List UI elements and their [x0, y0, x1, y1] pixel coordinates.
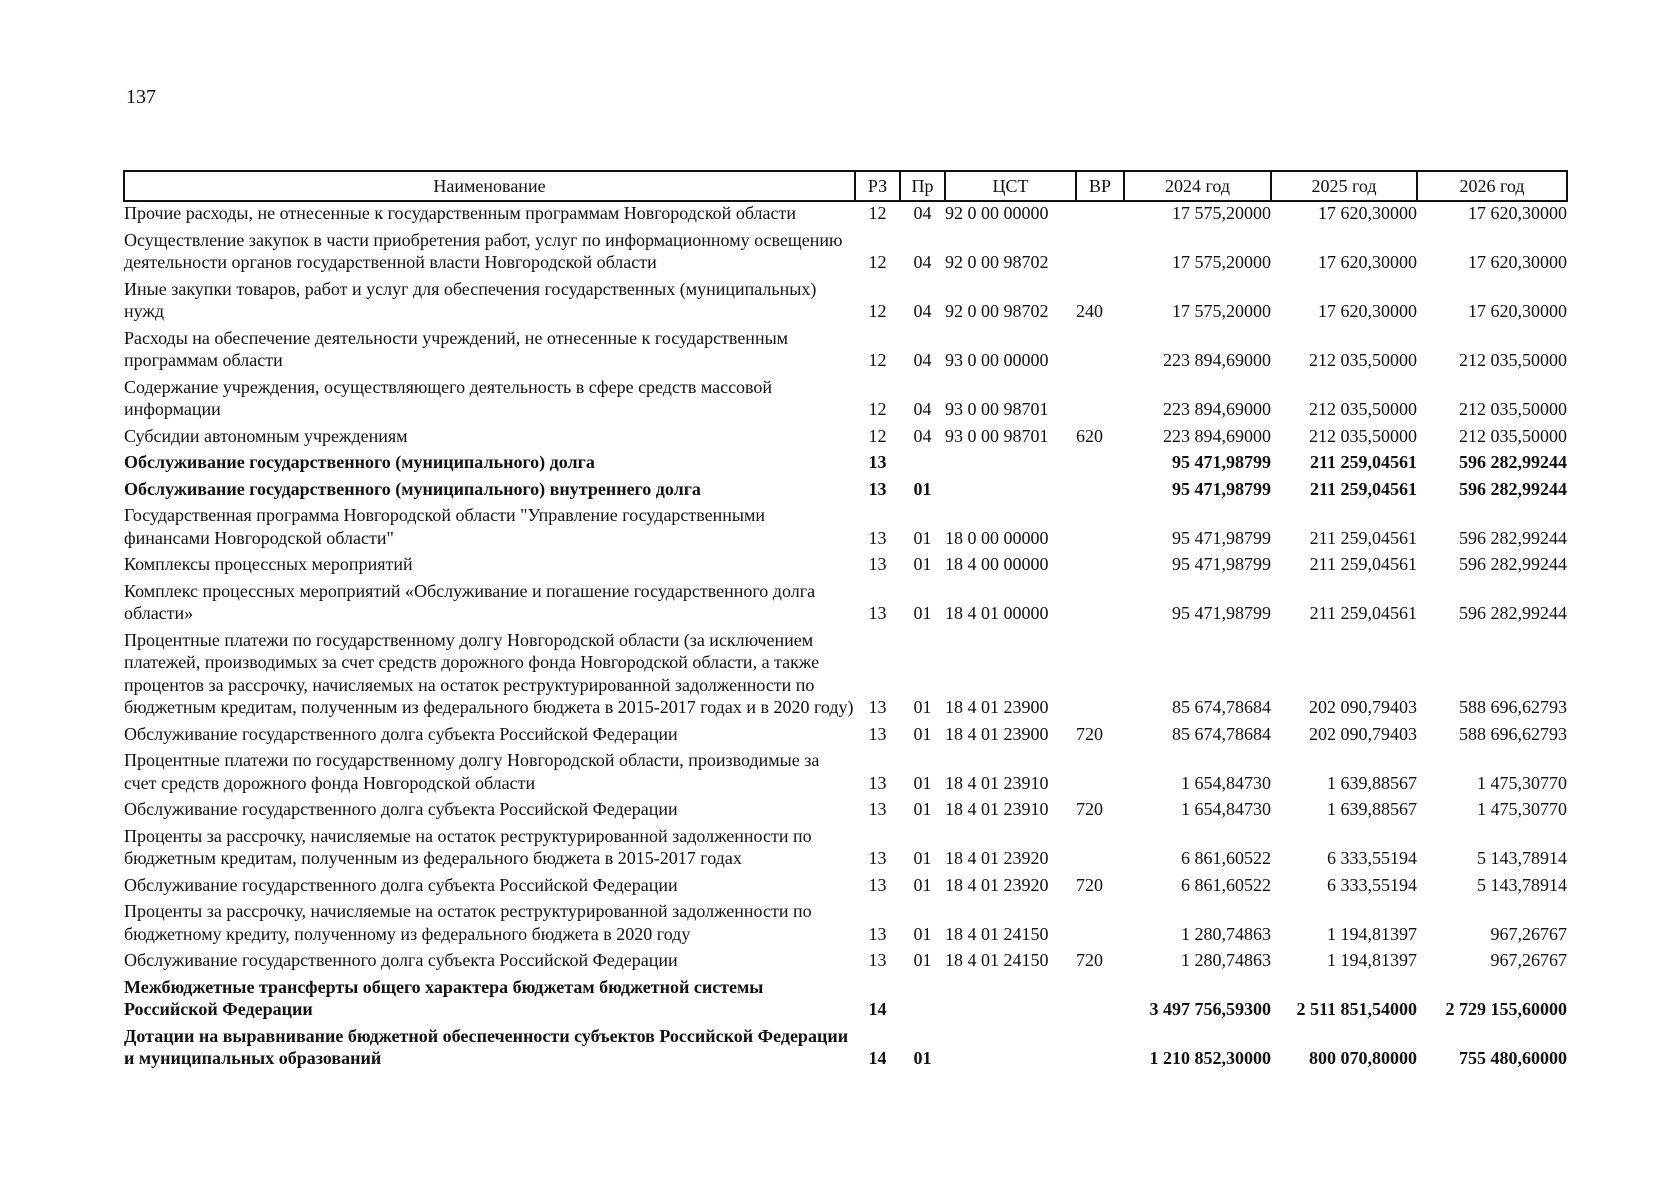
- cell-cst: 93 0 00 00000: [945, 350, 1049, 370]
- cell-vr: 620: [1076, 425, 1103, 446]
- header-cst: ЦСТ: [945, 171, 1076, 201]
- cell-pr: 01: [913, 478, 932, 499]
- cell-pr: 01: [913, 723, 932, 744]
- cell-2025: 6 333,55194: [1327, 848, 1417, 868]
- cell-2024: 95 471,98799: [1172, 603, 1271, 623]
- cell-pr: 01: [913, 950, 932, 970]
- cell-2026: 596 282,99244: [1459, 603, 1567, 623]
- cell-vr: [1076, 900, 1124, 949]
- cell-vr: [1076, 327, 1124, 376]
- cell-vr: [1076, 629, 1124, 723]
- table-row: [124, 478, 1567, 505]
- cell-cst: [945, 451, 1076, 478]
- cell-cst: 18 4 01 24150: [945, 923, 1049, 944]
- cell-2026: 1 475,30770: [1477, 799, 1567, 819]
- cell-pr: 01: [913, 1048, 932, 1068]
- cell-2025: 1 194,81397: [1327, 950, 1417, 970]
- cell-rz: 14: [868, 1048, 887, 1068]
- cell-2024: 95 471,98799: [1172, 478, 1271, 499]
- cell-name: Проценты за рассрочку, начисляемые на остаток реструктурированной задолженности по бюджетным кредитам, полученным из федерального бюджета в 2015-2017 годах: [124, 825, 812, 868]
- cell-rz: 12: [868, 399, 887, 419]
- cell-pr: [900, 976, 945, 1025]
- cell-pr: 01: [913, 772, 932, 793]
- cell-rz: 13: [868, 452, 887, 472]
- cell-2026: 212 035,50000: [1459, 399, 1567, 419]
- cell-2025: 800 070,80000: [1309, 1048, 1417, 1068]
- cell-2026: 5 143,78914: [1477, 848, 1567, 868]
- cell-pr: 04: [913, 350, 932, 370]
- cell-name: Обслуживание государственного (муниципального) долга: [124, 452, 595, 472]
- page-number: 137: [126, 86, 156, 108]
- cell-vr: [1076, 976, 1124, 1025]
- cell-vr: [1076, 553, 1124, 580]
- cell-pr: 04: [913, 301, 932, 321]
- cell-name: Процентные платежи по государственному долгу Новгородской области, производимые за счет средств дорожного фонда Новгородской области: [124, 750, 820, 793]
- cell-cst: 18 4 01 23920: [945, 874, 1049, 895]
- cell-pr: 01: [913, 603, 932, 623]
- cell-2025: 1 639,88567: [1327, 799, 1417, 819]
- cell-2025: 212 035,50000: [1309, 399, 1417, 419]
- cell-name: Обслуживание государственного долга субъекта Российской Федерации: [124, 950, 678, 970]
- cell-cst: 93 0 00 98701: [945, 425, 1049, 446]
- cell-2024: 85 674,78684: [1172, 723, 1271, 744]
- cell-2026: 596 282,99244: [1459, 527, 1567, 548]
- header-2025: 2025 год: [1271, 171, 1417, 201]
- cell-2024: 1 210 852,30000: [1149, 1048, 1271, 1068]
- header-vr: ВР: [1076, 171, 1124, 201]
- cell-2026: 596 282,99244: [1459, 554, 1567, 574]
- cell-vr: 720: [1076, 874, 1103, 895]
- table-header-row: [124, 171, 1567, 201]
- cell-vr: 720: [1076, 950, 1103, 970]
- table-row: [124, 553, 1567, 580]
- cell-cst: 18 4 01 23910: [945, 772, 1049, 793]
- cell-2025: 212 035,50000: [1309, 350, 1417, 370]
- cell-2024: 1 654,84730: [1181, 772, 1271, 793]
- table-row: [124, 327, 1567, 376]
- cell-rz: 14: [868, 999, 887, 1019]
- cell-name: Обслуживание государственного долга субъекта Российской Федерации: [124, 874, 678, 895]
- cell-2025: 202 090,79403: [1309, 723, 1417, 744]
- cell-cst: 18 4 01 00000: [945, 603, 1049, 623]
- cell-2024: 95 471,98799: [1172, 452, 1271, 472]
- cell-name: Иные закупки товаров, работ и услуг для обеспечения государственных (муниципальных) нужд: [124, 278, 817, 321]
- cell-2024: 223 894,69000: [1163, 399, 1271, 419]
- cell-vr: 240: [1076, 301, 1103, 321]
- cell-2026: 967,26767: [1490, 950, 1567, 970]
- cell-name: Содержание учреждения, осуществляющего деятельность в сфере средств массовой информации: [124, 376, 773, 419]
- cell-2026: 588 696,62793: [1459, 697, 1567, 717]
- header-2024: 2024 год: [1124, 171, 1271, 201]
- table-row: [124, 376, 1567, 425]
- cell-vr: [1076, 825, 1124, 874]
- cell-vr: [1076, 229, 1124, 278]
- cell-2026: 17 620,30000: [1468, 301, 1567, 321]
- cell-2025: 211 259,04561: [1309, 527, 1417, 548]
- cell-cst: 18 4 01 24150: [945, 950, 1049, 970]
- cell-2026: 755 480,60000: [1459, 1048, 1567, 1068]
- cell-cst: [945, 1025, 1076, 1074]
- cell-2025: 17 620,30000: [1318, 203, 1417, 223]
- cell-2026: 2 729 155,60000: [1445, 999, 1567, 1019]
- budget-table: [123, 170, 1568, 1074]
- cell-2024: 223 894,69000: [1163, 350, 1271, 370]
- table-row: [124, 580, 1567, 629]
- table-row: [124, 1025, 1567, 1074]
- cell-vr: [1076, 478, 1124, 505]
- cell-vr: 720: [1076, 799, 1103, 819]
- cell-name: Обслуживание государственного (муниципального) внутреннего долга: [124, 478, 701, 499]
- table-row: [124, 825, 1567, 874]
- table-row: [124, 629, 1567, 723]
- cell-pr: 01: [913, 799, 932, 819]
- cell-name: Обслуживание государственного долга субъекта Российской Федерации: [124, 799, 678, 819]
- cell-cst: 18 4 01 23910: [945, 799, 1049, 819]
- table-row: [124, 798, 1567, 825]
- cell-pr: 04: [913, 425, 932, 446]
- cell-name: Процентные платежи по государственному долгу Новгородской области (за исключением платежей, производимых за счет средств дорожного фонда Новгородской области, а также процентов за рассрочку, начисляемых на остаток реструктурированной задолженности по бюджетным кредитам, полученным из федерального бюджета в 2015-2017 годах и в 2020 году): [124, 629, 854, 717]
- cell-2024: 95 471,98799: [1172, 554, 1271, 574]
- cell-2024: 6 861,60522: [1181, 874, 1271, 895]
- cell-name: Расходы на обеспечение деятельности учреждений, не отнесенные к государственным программам области: [124, 327, 789, 370]
- cell-rz: 13: [868, 923, 887, 944]
- cell-vr: [1076, 376, 1124, 425]
- cell-pr: 01: [913, 697, 932, 717]
- table-row: [124, 900, 1567, 949]
- cell-cst: 92 0 00 98702: [945, 252, 1049, 272]
- cell-cst: [945, 976, 1076, 1025]
- cell-2025: 17 620,30000: [1318, 252, 1417, 272]
- cell-2025: 2 511 851,54000: [1296, 999, 1417, 1019]
- cell-rz: 12: [868, 350, 887, 370]
- cell-pr: 01: [913, 554, 932, 574]
- cell-2026: 17 620,30000: [1468, 252, 1567, 272]
- cell-2024: 95 471,98799: [1172, 527, 1271, 548]
- cell-pr: 01: [913, 527, 932, 548]
- cell-2025: 6 333,55194: [1327, 874, 1417, 895]
- cell-2024: 17 575,20000: [1172, 301, 1271, 321]
- cell-cst: 18 4 01 23920: [945, 848, 1049, 868]
- cell-rz: 13: [868, 772, 887, 793]
- cell-rz: 12: [868, 203, 887, 223]
- cell-cst: 18 4 01 23900: [945, 723, 1049, 744]
- cell-vr: 720: [1076, 723, 1103, 744]
- cell-2025: 211 259,04561: [1309, 452, 1417, 472]
- cell-pr: 01: [913, 848, 932, 868]
- cell-cst: 92 0 00 98702: [945, 301, 1049, 321]
- cell-cst: 18 4 01 23900: [945, 697, 1049, 717]
- cell-2024: 17 575,20000: [1172, 252, 1271, 272]
- cell-2025: 1 639,88567: [1327, 772, 1417, 793]
- cell-2024: 1 280,74863: [1181, 950, 1271, 970]
- cell-name: Обслуживание государственного долга субъекта Российской Федерации: [124, 723, 678, 744]
- cell-name: Комплекс процессных мероприятий «Обслуживание и погашение государственного долга области»: [124, 580, 816, 623]
- cell-2026: 588 696,62793: [1459, 723, 1567, 744]
- cell-name: Осуществление закупок в части приобретения работ, услуг по информационному освещению деятельности органов государственной власти Новгородской области: [124, 229, 843, 272]
- cell-vr: [1076, 1025, 1124, 1074]
- cell-2025: 211 259,04561: [1309, 478, 1417, 499]
- cell-rz: 13: [868, 799, 887, 819]
- cell-name: Проценты за рассрочку, начисляемые на остаток реструктурированной задолженности по бюджетному кредиту, полученному из федерального бюджета в 2020 году: [124, 901, 812, 944]
- cell-vr: [1076, 580, 1124, 629]
- cell-pr: 04: [913, 399, 932, 419]
- cell-2026: 212 035,50000: [1459, 425, 1567, 446]
- cell-name: Государственная программа Новгородской области "Управление государственными финансами Новгородской области": [124, 505, 766, 548]
- cell-rz: 13: [868, 697, 887, 717]
- cell-pr: 04: [913, 252, 932, 272]
- cell-2026: 967,26767: [1490, 923, 1567, 944]
- table-row: [124, 229, 1567, 278]
- table-row: [124, 425, 1567, 452]
- table-row: [124, 451, 1567, 478]
- table-row: [124, 504, 1567, 553]
- cell-rz: 13: [868, 723, 887, 744]
- cell-cst: 92 0 00 00000: [945, 203, 1049, 223]
- cell-2026: 1 475,30770: [1477, 772, 1567, 793]
- cell-rz: 13: [868, 554, 887, 574]
- cell-cst: [945, 478, 1076, 505]
- cell-2024: 223 894,69000: [1163, 425, 1271, 446]
- table-row: [124, 278, 1567, 327]
- cell-2026: 5 143,78914: [1477, 874, 1567, 895]
- cell-pr: 04: [913, 203, 932, 223]
- cell-2025: 17 620,30000: [1318, 301, 1417, 321]
- cell-2026: 596 282,99244: [1459, 452, 1567, 472]
- cell-rz: 13: [868, 478, 887, 499]
- cell-cst: 93 0 00 98701: [945, 399, 1049, 419]
- cell-pr: 01: [913, 874, 932, 895]
- table-row: [124, 976, 1567, 1025]
- cell-2025: 1 194,81397: [1327, 923, 1417, 944]
- cell-2025: 211 259,04561: [1309, 554, 1417, 574]
- cell-vr: [1076, 504, 1124, 553]
- cell-2024: 1 654,84730: [1181, 799, 1271, 819]
- header-name: Наименование: [124, 171, 855, 201]
- cell-2024: 1 280,74863: [1181, 923, 1271, 944]
- cell-vr: [1076, 201, 1124, 229]
- cell-name: Прочие расходы, не отнесенные к государственным программам Новгородской области: [124, 203, 796, 223]
- cell-pr: 01: [913, 923, 932, 944]
- cell-2025: 202 090,79403: [1309, 697, 1417, 717]
- cell-vr: [1076, 451, 1124, 478]
- table-row: [124, 201, 1567, 229]
- cell-name: Дотации на выравнивание бюджетной обеспеченности субъектов Российской Федерации и муниципальных образований: [124, 1025, 849, 1068]
- cell-2025: 211 259,04561: [1309, 603, 1417, 623]
- cell-rz: 13: [868, 603, 887, 623]
- cell-pr: [900, 451, 945, 478]
- table-row: [124, 874, 1567, 901]
- cell-rz: 13: [868, 950, 887, 970]
- table-body: [124, 201, 1567, 1074]
- table-row: [124, 749, 1567, 798]
- cell-2024: 85 674,78684: [1172, 697, 1271, 717]
- cell-2024: 3 497 756,59300: [1149, 999, 1271, 1019]
- cell-2025: 212 035,50000: [1309, 425, 1417, 446]
- cell-rz: 12: [868, 425, 887, 446]
- cell-vr: [1076, 749, 1124, 798]
- header-pr: Пр: [900, 171, 945, 201]
- cell-name: Комплексы процессных мероприятий: [124, 554, 413, 574]
- table-row: [124, 949, 1567, 976]
- table-row: [124, 723, 1567, 750]
- cell-rz: 13: [868, 848, 887, 868]
- cell-rz: 12: [868, 301, 887, 321]
- header-rz: РЗ: [855, 171, 900, 201]
- cell-name: Субсидии автономным учреждениям: [124, 425, 408, 446]
- cell-2026: 212 035,50000: [1459, 350, 1567, 370]
- cell-rz: 13: [868, 874, 887, 895]
- cell-2026: 17 620,30000: [1468, 203, 1567, 223]
- cell-2024: 17 575,20000: [1172, 203, 1271, 223]
- cell-2026: 596 282,99244: [1459, 478, 1567, 499]
- cell-rz: 12: [868, 252, 887, 272]
- cell-2024: 6 861,60522: [1181, 848, 1271, 868]
- cell-name: Межбюджетные трансферты общего характера бюджетам бюджетной системы Российской Федерации: [124, 976, 764, 1019]
- cell-rz: 13: [868, 527, 887, 548]
- header-2026: 2026 год: [1417, 171, 1567, 201]
- cell-cst: 18 4 00 00000: [945, 554, 1049, 574]
- cell-cst: 18 0 00 00000: [945, 527, 1049, 548]
